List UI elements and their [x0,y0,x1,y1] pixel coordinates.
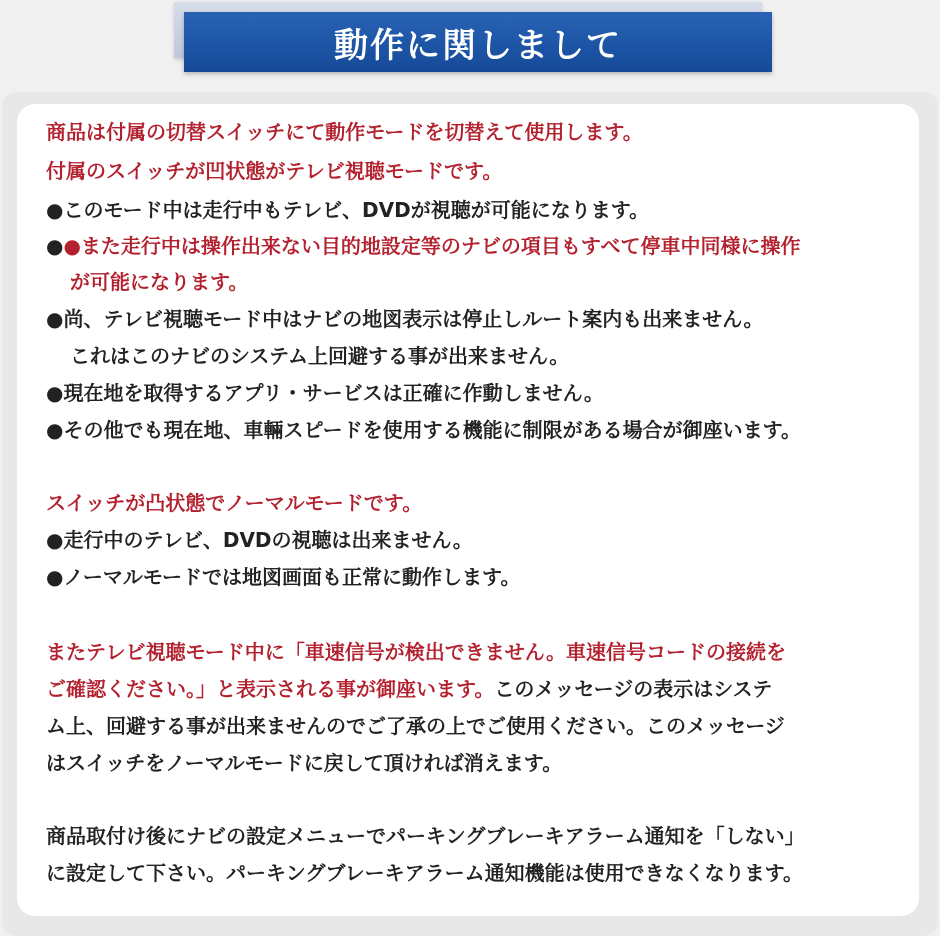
page-title: 動作に関しまして [334,25,622,66]
title-banner [174,2,774,78]
bullet-line: ●ノーマルモードでは地図画面も正常に動作します。 [46,565,521,589]
setting-note-line-1: 商品取付け後にナビの設定メニューでパーキングブレーキアラーム通知を「しない」 [46,824,805,848]
bullet-line: ●尚、テレビ視聴モード中はナビの地図表示は停止しルート案内も出来ません。 [46,307,764,331]
bullet-mark: ● [46,234,64,258]
warning-line-2 [46,675,772,703]
bullet-continuation: これはこのナビのシステム上回避する事が出来ません。 [70,344,570,368]
bullet-line: ●その他でも現在地、車輛スピードを使用する機能に制限がある場合が御座います。 [46,418,802,442]
bullet-continuation: が可能になります。 [70,270,249,294]
bullet-line: ●このモード中は走行中もテレビ、DVDが視聴が可能になります。 [46,198,650,222]
warning-red-text: ご確認ください。」と表示される事が御座います。 [46,677,495,701]
intro-line-2: 付属のスイッチが凹状態がテレビ視聴モードです。 [46,159,503,183]
intro-line-1: 商品は付属の切替スイッチにて動作モードを切替えて使用します。 [46,120,643,144]
warning-rest-text: このメッセージの表示はシステ [494,677,773,701]
warning-line-3: ム上、回避する事が出来ませんのでご了承の上でご使用ください。このメッセージ [46,714,785,738]
bullet-line: ●走行中のテレビ、DVDの視聴は出来ません。 [46,528,473,552]
title-banner-front [184,12,772,72]
bullet-red-text: ●また走行中は操作出来ない目的地設定等のナビの項目もすべて停車中同様に操作 [63,234,801,258]
warning-line-1: またテレビ視聴モード中に「車速信号が検出できません。車速信号コードの接続を [46,640,786,664]
bullet-line: ●現在地を取得するアプリ・サービスは正確に作動しません。 [46,381,604,405]
warning-line-4: はスイッチをノーマルモードに戻して頂ければ消えます。 [46,751,563,775]
setting-note-line-2: に設定して下さい。パーキングブレーキアラーム通知機能は使用できなくなります。 [46,861,803,885]
normal-mode-heading: スイッチが凸状態でノーマルモードです。 [46,491,423,515]
bullet-line [46,232,801,260]
